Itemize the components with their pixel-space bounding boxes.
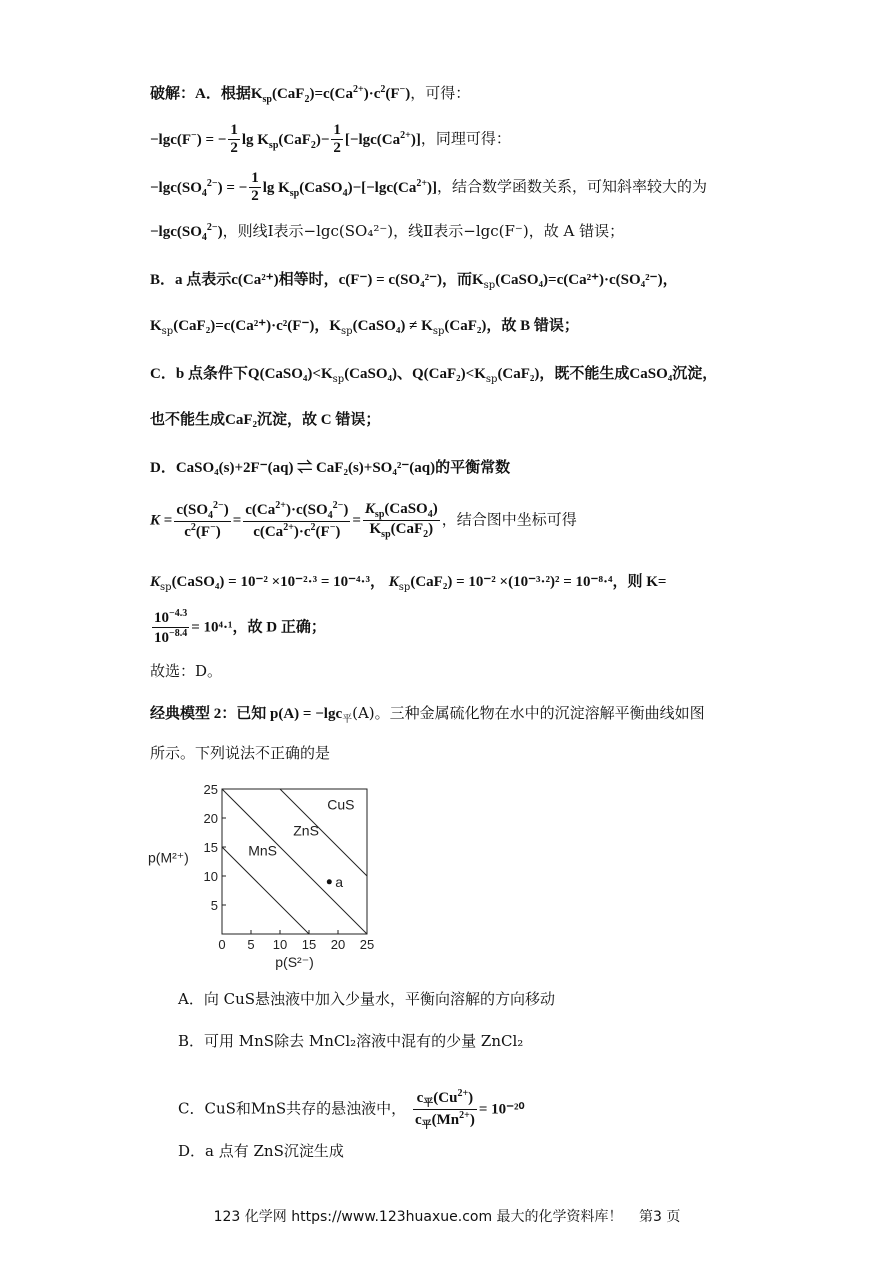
option-d: D．a 点有 ZnS沉淀生成 (178, 1142, 344, 1160)
series-label-mns: MnS (248, 842, 277, 859)
model-stem-1: 经典模型 2：已知 p(A) = −lgc$_平$(A)。三种金属硫化物在水中的沉淀溶解平衡曲线如图 (150, 704, 705, 725)
x-tick-label: 5 (247, 937, 255, 952)
model-stem-2: 所示。下列说法不正确的是 (150, 744, 331, 762)
y-tick-label: 5 (210, 898, 218, 913)
answer: 故选：D。 (150, 662, 223, 680)
series-label-cus: CuS (327, 796, 355, 813)
solution-optB-2: $K_{sp}(CaF_2)=c(Ca^{2+})\cdot c^2(F^-)$，$K_{sp}(CaSO_4) \ne K_{sp}(CaF_2)$，故 B 错误； (150, 318, 579, 337)
y-tick-label: 20 (203, 811, 218, 826)
x-tick-label: 20 (330, 937, 346, 952)
solution-line-3: $-\lg c(SO_4^{2-})$ = − $\frac{1}{2}$ $\lg K_{sp}(CaSO_4)-[-\lg c(Ca^{2+})]$，结合数学函数关系，可知斜率较大的为 (150, 170, 708, 204)
y-tick-label: 10 (203, 869, 218, 884)
solution-optD-3: $K_{sp}(CaSO_4) = 10^{-2} \times 10^{-2}\cdot^3 = 10^{-4}\cdot^3$， $K_{sp}(CaF_2) = 10^{-2} \times(10^{-3}\cdot^2)^2 = 10^{-8}\cdot^4$，则 K= (150, 574, 667, 593)
option-a: A．向 CuS悬浊液中加入少量水，平衡向溶解的方向移动 (178, 990, 556, 1008)
solution-line-2: −lgc(F−) = − $\frac{1}{2}$ $\lg K_{sp}(CaF_2)-$ $\frac{1}{2}$ $[-\lg c(Ca^{2+})]$，同理可得： (150, 122, 511, 156)
point-label-a: a (335, 873, 344, 890)
solution-optD-2: K = $\frac{c(SO_4^{2-})}{c^2(F^-)}$ = $\frac{c(Ca^{2+})\cdot c(SO_4^{2-})}{c(Ca^{2+})\cdot c^2(F^-)}$ = $\frac{K_{sp}(CaSO_4)}{K_{sp}(CaF_2)}$ ，结合图中坐标可得 (150, 500, 577, 540)
option-b: B．可用 MnS除去 MnCl₂溶液中混有的少量 ZnCl₂ (178, 1032, 524, 1050)
y-axis-label: p(M²⁺) (148, 849, 189, 866)
solution-head: 破解： (150, 86, 196, 102)
solution-line-1: 破解：A．根据$K_{sp}(CaF_2)=c(Ca^{2+})\cdot c^2(F^-)$，可得： (150, 84, 471, 105)
solution-line-4: $-\lg c(SO_4^{2-})$，则线Ⅰ表示−lgc(SO₄²⁻)，线Ⅱ表示−lgc(F⁻)，故 A 错误； (150, 222, 625, 243)
x-tick-label: 25 (359, 937, 375, 952)
x-tick-label: 10 (272, 937, 288, 952)
option-c: C．CuS和MnS共存的悬浊液中， $\frac{c_平(Cu^{2+})}{c_平(Mn^{2+})}$ = 10⁻²⁰ (178, 1088, 525, 1131)
x-axis-label: p(S²⁻) (275, 954, 314, 970)
chart (140, 775, 390, 975)
solution-optD-1: D．CaSO₄(s)+2F⁻(aq) ⇌ CaF₂(s)+SO₄²⁻(aq)的平衡常数 (150, 460, 511, 476)
x-tick-label: 0 (218, 937, 226, 952)
solution-optD-4: $\frac{10^{-4.3}}{10^{-8.4}}$ = 10⁴·¹，故 D 正确； (154, 608, 326, 646)
solution-optC-1: C．b 点条件下$Q(CaSO_4)<K_{sp}(CaSO_4)$、$Q(CaF_2)<K_{sp}(CaF_2)$，既不能生成CaSO₄沉淀， (150, 366, 718, 385)
page-footer (0, 1206, 894, 1226)
footer-site: 123 化学网 https://www.123huaxue.com 最大的化学资料库！ (213, 1209, 623, 1225)
y-tick-label: 25 (203, 782, 218, 797)
solution-optC-2: 也不能生成CaF₂沉淀，故 C 错误； (150, 412, 381, 428)
series-label-zns: ZnS (293, 822, 319, 839)
series-line-mns (222, 847, 309, 934)
point-a (327, 879, 332, 884)
footer-page: 第3 页 (639, 1209, 681, 1225)
y-tick-label: 15 (203, 840, 218, 855)
x-tick-label: 15 (301, 937, 317, 952)
solution-optB-1: B．a 点表示c(Ca²⁺)相等时，c(F⁻) = c(SO₄²⁻)，而$K_{sp}(CaSO_4)=c(Ca^{2+})\cdot c(SO_4^{2-})$， (150, 272, 678, 291)
